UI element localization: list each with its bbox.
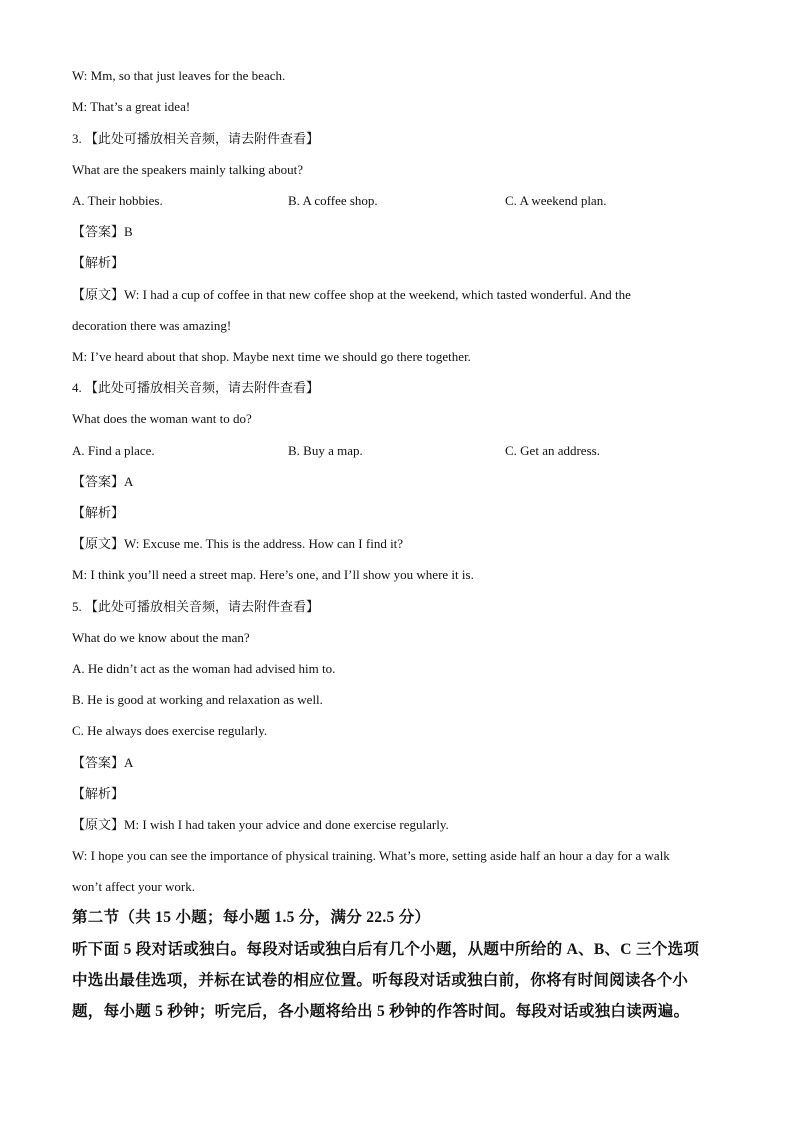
- question-3-audio: 3. 【此处可播放相关音频，请去附件查看】: [72, 131, 320, 146]
- option-a: A. He didn’t act as the woman had advised him to.: [72, 661, 336, 676]
- question-4-text: What does the woman want to do?: [72, 411, 252, 426]
- option-a: A. Find a place.: [72, 443, 155, 458]
- question-5-audio: 5. 【此处可播放相关音频，请去附件查看】: [72, 599, 320, 614]
- transcript-line: decoration there was amazing!: [72, 318, 232, 333]
- option-a: A. Their hobbies.: [72, 193, 163, 208]
- transcript-line: won’t affect your work.: [72, 879, 195, 894]
- analysis-label: 【解析】: [72, 255, 125, 270]
- question-5-text: What do we know about the man?: [72, 630, 250, 645]
- transcript-line: M: I think you’ll need a street map. Here’s one, and I’ll show you where it is.: [72, 567, 474, 582]
- option-c: C. Get an address.: [505, 443, 600, 458]
- transcript-line: 【原文】W: Excuse me. This is the address. How can I find it?: [72, 536, 404, 551]
- question-3-text: What are the speakers mainly talking about?: [72, 162, 304, 177]
- option-c: C. A weekend plan.: [505, 193, 607, 208]
- section-instructions-line: 中选出最佳选项，并标在试卷的相应位置。听每段对话或独白前，你将有时间阅读各个小: [72, 972, 689, 989]
- analysis-label: 【解析】: [72, 786, 125, 801]
- transcript-line: 【原文】M: I wish I had taken your advice and done exercise regularly.: [72, 817, 449, 832]
- option-b: B. A coffee shop.: [288, 193, 378, 208]
- question-3-options: [72, 192, 672, 210]
- transcript-line: W: I hope you can see the importance of physical training. What’s more, setting aside half an hour a day for a walk: [72, 848, 670, 863]
- section-instructions-line: 听下面 5 段对话或独白。每段对话或独白后有几个小题，从题中所给的 A、B、C 三个选项: [72, 941, 700, 958]
- answer-label: 【答案】A: [72, 474, 134, 489]
- dialogue-line: W: Mm, so that just leaves for the beach.: [72, 68, 286, 83]
- question-4-options: [72, 442, 672, 460]
- analysis-label: 【解析】: [72, 505, 125, 520]
- dialogue-line: M: That’s a great idea!: [72, 99, 191, 114]
- transcript-line: 【原文】W: I had a cup of coffee in that new coffee shop at the weekend, which tasted wonderful. And the: [72, 287, 631, 302]
- answer-label: 【答案】A: [72, 755, 134, 770]
- option-c: C. He always does exercise regularly.: [72, 723, 268, 738]
- section-instructions-line: 题，每小题 5 秒钟；听完后，各小题将给出 5 秒钟的作答时间。每段对话或独白读两遍。: [72, 1003, 690, 1020]
- section-heading: 第二节（共 15 小题；每小题 1.5 分，满分 22.5 分）: [72, 909, 431, 926]
- transcript-line: M: I’ve heard about that shop. Maybe next time we should go there together.: [72, 349, 471, 364]
- question-4-audio: 4. 【此处可播放相关音频，请去附件查看】: [72, 380, 320, 395]
- option-b: B. Buy a map.: [288, 443, 363, 458]
- answer-label: 【答案】B: [72, 224, 133, 239]
- option-b: B. He is good at working and relaxation as well.: [72, 692, 323, 707]
